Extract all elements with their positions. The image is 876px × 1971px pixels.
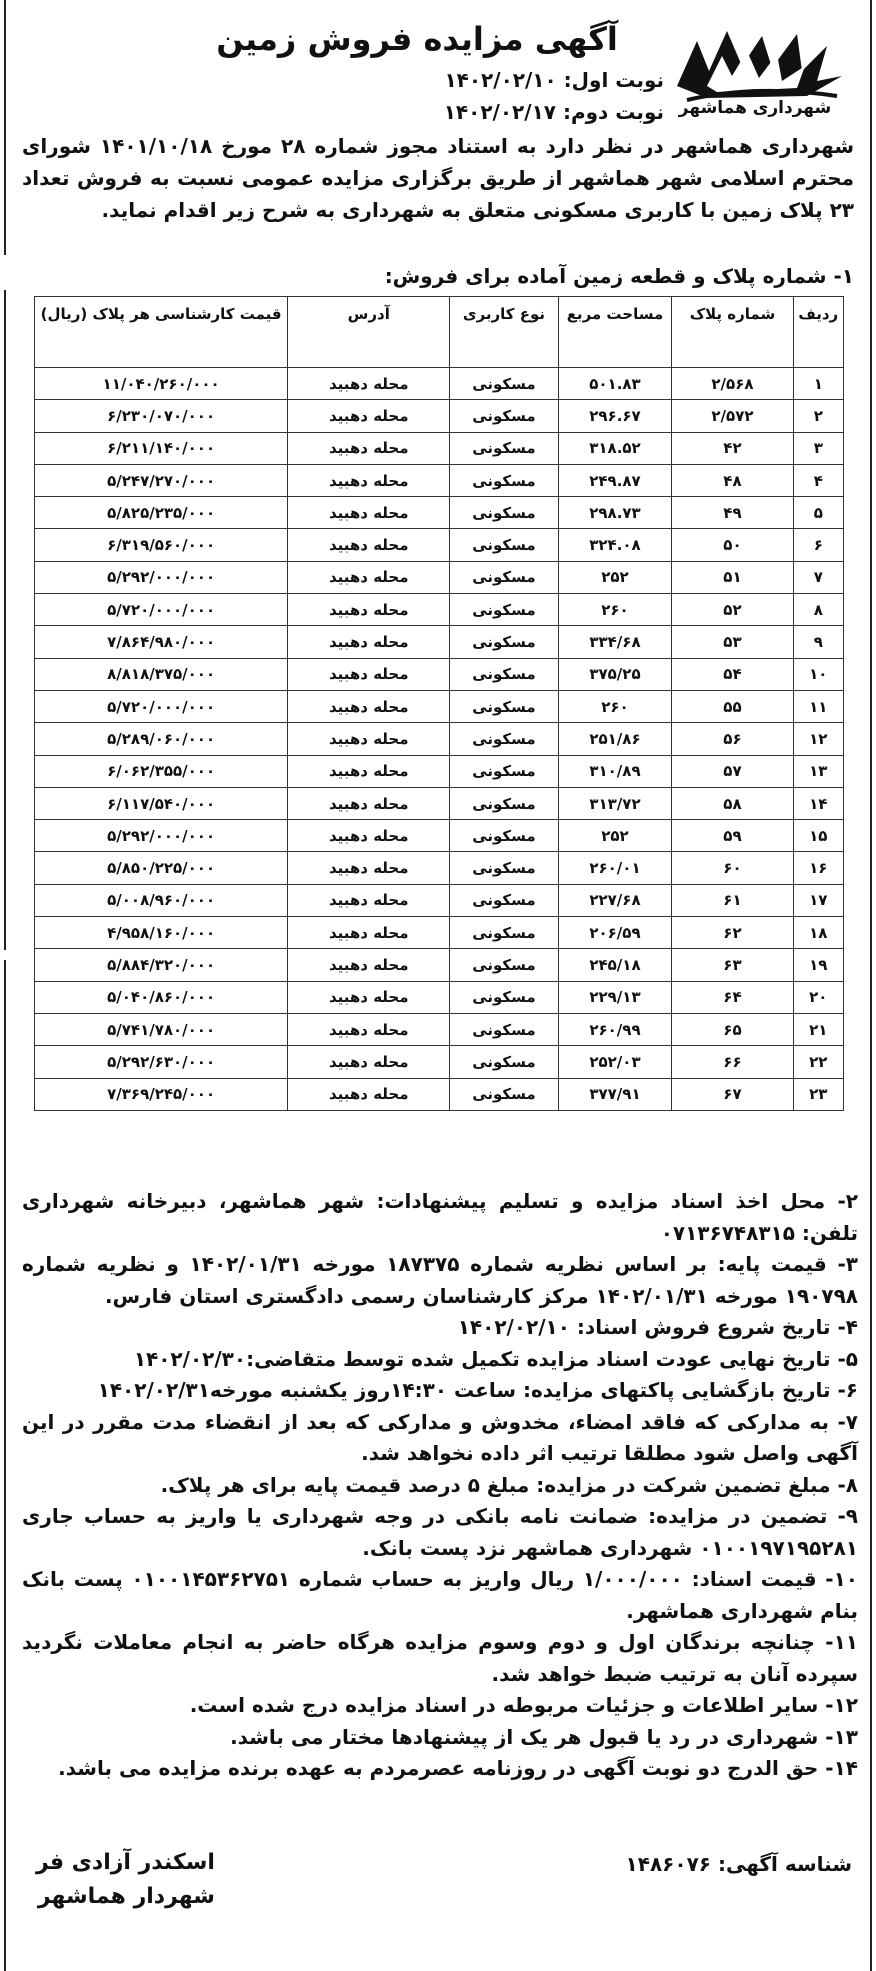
municipality-logo (667, 26, 847, 136)
cell-row: ۲ (793, 400, 843, 432)
cell-row: ۶ (793, 529, 843, 561)
cell-row: ۱۵ (793, 820, 843, 852)
signer-title: شهردار هماشهر (37, 1884, 215, 1909)
cell-price: ۵/۷۲۰/۰۰۰/۰۰۰ (35, 594, 288, 626)
cell-area: ۲۴۵/۱۸ (558, 949, 672, 981)
cell-area: ۲۵۲ (558, 820, 672, 852)
cell-price: ۴/۹۵۸/۱۶۰/۰۰۰ (35, 917, 288, 949)
table-row (35, 917, 844, 949)
terms-list (22, 1186, 858, 1785)
cell-address: محله دهبید (288, 1046, 450, 1078)
cell-price: ۵/۲۸۹/۰۶۰/۰۰۰ (35, 723, 288, 755)
table-row (35, 368, 844, 400)
cell-use: مسکونی (450, 820, 558, 852)
table-row (35, 820, 844, 852)
cell-use: مسکونی (450, 949, 558, 981)
col-row-header: ردیف (793, 297, 843, 368)
cell-plaque: ۵۵ (672, 690, 793, 722)
cell-area: ۲۲۷/۶۸ (558, 884, 672, 916)
cell-price: ۶/۳۱۹/۵۶۰/۰۰۰ (35, 529, 288, 561)
cell-row: ۸ (793, 594, 843, 626)
cell-area: ۳۱۳/۷۲ (558, 787, 672, 819)
cell-address: محله دهبید (288, 497, 450, 529)
table-header-row (35, 297, 844, 368)
right-border (870, 0, 872, 1971)
table-row (35, 626, 844, 658)
cell-use: مسکونی (450, 529, 558, 561)
cell-area: ۲۶۰/۹۹ (558, 1013, 672, 1045)
cell-area: ۲۹۶.۶۷ (558, 400, 672, 432)
cell-use: مسکونی (450, 561, 558, 593)
cell-plaque: ۶۵ (672, 1013, 793, 1045)
table-row (35, 690, 844, 722)
cell-use: مسکونی (450, 464, 558, 496)
cell-area: ۲۲۹/۱۳ (558, 981, 672, 1013)
cell-area: ۲۵۲ (558, 561, 672, 593)
term-item: ۱۴- حق الدرج دو نوبت آگهی در روزنامه عصرمردم به عهده برنده مزایده می باشد. (58, 1756, 858, 1780)
term-item: ۱۱- چنانچه برندگان اول و دوم وسوم مزایده هرگاه حاضر به انجام معاملات نگردید سپرده آنان به ترتیب ضبط خواهد شد. (22, 1630, 858, 1686)
cell-address: محله دهبید (288, 1013, 450, 1045)
cell-address: محله دهبید (288, 594, 450, 626)
table-body (35, 368, 844, 1111)
cell-row: ۹ (793, 626, 843, 658)
cell-address: محله دهبید (288, 464, 450, 496)
cell-address: محله دهبید (288, 529, 450, 561)
cell-address: محله دهبید (288, 1078, 450, 1110)
cell-row: ۱۴ (793, 787, 843, 819)
cell-use: مسکونی (450, 400, 558, 432)
cell-use: مسکونی (450, 917, 558, 949)
table-row (35, 1013, 844, 1045)
cell-plaque: ۵۰ (672, 529, 793, 561)
cell-use: مسکونی (450, 1013, 558, 1045)
cell-price: ۵/۸۸۴/۳۲۰/۰۰۰ (35, 949, 288, 981)
cell-price: ۷/۸۶۴/۹۸۰/۰۰۰ (35, 626, 288, 658)
term-item: ۸- مبلغ تضمین شرکت در مزایده: مبلغ ۵ درصد قیمت پایه برای هر پلاک. (160, 1472, 858, 1497)
land-plots-table (34, 296, 844, 1111)
cell-row: ۷ (793, 561, 843, 593)
cell-price: ۵/۷۴۱/۷۸۰/۰۰۰ (35, 1013, 288, 1045)
cell-use: مسکونی (450, 1046, 558, 1078)
cell-plaque: ۵۹ (672, 820, 793, 852)
table-row (35, 1046, 844, 1078)
cell-row: ۲۳ (793, 1078, 843, 1110)
cell-plaque: ۵۸ (672, 787, 793, 819)
table-row (35, 561, 844, 593)
cell-price: ۵/۷۲۰/۰۰۰/۰۰۰ (35, 690, 288, 722)
cell-plaque: ۵۴ (672, 658, 793, 690)
cell-plaque: ۶۴ (672, 981, 793, 1013)
cell-plaque: ۵۳ (672, 626, 793, 658)
cell-price: ۶/۲۳۰/۰۷۰/۰۰۰ (35, 400, 288, 432)
cell-area: ۲۹۸.۷۳ (558, 497, 672, 529)
cell-row: ۱۶ (793, 852, 843, 884)
logo-text: شهرداری هماشهر (678, 98, 832, 118)
second-turn-date: نوبت دوم: ۱۴۰۲/۰۲/۱۷ (443, 100, 664, 124)
cell-price: ۵/۲۹۲/۰۰۰/۰۰۰ (35, 561, 288, 593)
table-row (35, 755, 844, 787)
cell-plaque: ۶۳ (672, 949, 793, 981)
intro-paragraph: شهرداری هماشهر در نظر دارد به استناد مجوز شماره ۲۸ مورخ ۱۴۰۱/۱۰/۱۸ شورای محترم اسلامی شهر هماشهر از طریق برگزاری مزایده عمومی نسبت به فروش تعداد ۲۳ پلاک زمین با کاربری مسکونی متعلق به شهرداری به شرح زیر اقدام نماید. (22, 134, 854, 222)
cell-row: ۱۸ (793, 917, 843, 949)
cell-area: ۲۵۲/۰۳ (558, 1046, 672, 1078)
cell-plaque: ۴۲ (672, 432, 793, 464)
cell-address: محله دهبید (288, 723, 450, 755)
cell-row: ۱۱ (793, 690, 843, 722)
cell-address: محله دهبید (288, 561, 450, 593)
cell-use: مسکونی (450, 368, 558, 400)
term-item: ۹- تضمین در مزایده: ضمانت نامه بانکی در وجه شهرداری یا واریز به حساب جاری ۰۱۰۰۱۹۷۱۹۵۲۸۱ شهرداری هماشهر نزد پست بانک. (22, 1504, 858, 1560)
cell-row: ۲۲ (793, 1046, 843, 1078)
cell-row: ۱۷ (793, 884, 843, 916)
cell-plaque: ۵۶ (672, 723, 793, 755)
cell-price: ۸/۸۱۸/۳۷۵/۰۰۰ (35, 658, 288, 690)
table-row (35, 949, 844, 981)
cell-price: ۵/۸۲۵/۲۳۵/۰۰۰ (35, 497, 288, 529)
cell-price: ۵/۲۴۷/۲۷۰/۰۰۰ (35, 464, 288, 496)
cell-address: محله دهبید (288, 981, 450, 1013)
cell-row: ۱۰ (793, 658, 843, 690)
table-row (35, 400, 844, 432)
table-row (35, 594, 844, 626)
ad-id: شناسه آگهی: ۱۴۸۶۰۷۶ (625, 1852, 852, 1876)
cell-use: مسکونی (450, 594, 558, 626)
term-item: ۳- قیمت پایه: بر اساس نظریه شماره ۱۸۷۳۷۵ مورخه ۱۴۰۲/۰۱/۳۱ و نظریه شماره ۱۹۰۷۹۸ مورخه ۱۴۰۲/۰۱/۳۱ مرکز کارشناسان رسمی دادگستری استان فارس. (22, 1252, 858, 1308)
cell-address: محله دهبید (288, 432, 450, 464)
cell-price: ۵/۲۹۲/۰۰۰/۰۰۰ (35, 820, 288, 852)
col-area-header: مساحت مربع (558, 297, 672, 368)
cell-use: مسکونی (450, 787, 558, 819)
cell-area: ۲۶۰ (558, 594, 672, 626)
cell-use: مسکونی (450, 852, 558, 884)
cell-address: محله دهبید (288, 884, 450, 916)
cell-address: محله دهبید (288, 787, 450, 819)
table-row (35, 1078, 844, 1110)
table-row (35, 884, 844, 916)
col-address-header: آدرس (288, 297, 450, 368)
logo-burst-icon (667, 26, 847, 106)
term-item: ۱۰- قیمت اسناد: ۱/۰۰۰/۰۰۰ ریال واریز به حساب شماره ۰۱۰۰۱۴۵۳۶۲۷۵۱ پست بانک بنام شهرداری هماشهر. (22, 1567, 858, 1623)
term-item: ۱۳- شهرداری در رد یا قبول هر یک از پیشنهادها مختار می باشد. (230, 1724, 858, 1749)
table-row (35, 529, 844, 561)
page-title: آگهی مزایده فروش زمین (216, 20, 618, 58)
cell-row: ۲۰ (793, 981, 843, 1013)
table-row (35, 432, 844, 464)
cell-row: ۱۲ (793, 723, 843, 755)
term-item: ۷- به مدارکی که فاقد امضاء، مخدوش و مدارکی که بعد از انقضاء مدت مقرر در این آگهی واصل شود مطلقا ترتیب اثر داده نخواهد شد. (22, 1409, 858, 1465)
cell-area: ۳۲۴.۰۸ (558, 529, 672, 561)
signature-block (36, 1846, 215, 1914)
cell-price: ۵/۰۴۰/۸۶۰/۰۰۰ (35, 981, 288, 1013)
cell-price: ۶/۱۱۷/۵۴۰/۰۰۰ (35, 787, 288, 819)
cell-use: مسکونی (450, 432, 558, 464)
cell-plaque: ۶۷ (672, 1078, 793, 1110)
cell-area: ۲۴۹.۸۷ (558, 464, 672, 496)
cell-price: ۱۱/۰۴۰/۲۶۰/۰۰۰ (35, 368, 288, 400)
cell-price: ۶/۰۶۲/۳۵۵/۰۰۰ (35, 755, 288, 787)
term-item: ۶- تاریخ بازگشایی پاکتهای مزایده: ساعت ۱۴:۳۰روز یکشنبه مورخه۱۴۰۲/۰۲/۳۱ (97, 1378, 858, 1402)
cell-area: ۲۶۰ (558, 690, 672, 722)
cell-plaque: ۶۰ (672, 852, 793, 884)
cell-area: ۳۷۵/۲۵ (558, 658, 672, 690)
cell-row: ۱۳ (793, 755, 843, 787)
cell-row: ۴ (793, 464, 843, 496)
cell-use: مسکونی (450, 626, 558, 658)
signer-name: اسکندر آزادی فر (36, 1850, 215, 1875)
table-row (35, 464, 844, 496)
cell-price: ۵/۲۹۲/۶۳۰/۰۰۰ (35, 1046, 288, 1078)
notice-page (12, 6, 864, 1961)
first-turn-date: نوبت اول: ۱۴۰۲/۰۲/۱۰ (444, 68, 664, 92)
cell-plaque: ۴۸ (672, 464, 793, 496)
cell-price: ۵/۸۵۰/۲۲۵/۰۰۰ (35, 852, 288, 884)
cell-area: ۲۵۱/۸۶ (558, 723, 672, 755)
cell-use: مسکونی (450, 884, 558, 916)
cell-plaque: ۵۱ (672, 561, 793, 593)
table-row (35, 723, 844, 755)
cell-plaque: ۶۱ (672, 884, 793, 916)
cell-plaque: ۵۷ (672, 755, 793, 787)
cell-plaque: ۶۲ (672, 917, 793, 949)
cell-row: ۲۱ (793, 1013, 843, 1045)
table-row (35, 787, 844, 819)
cell-address: محله دهبید (288, 400, 450, 432)
cell-area: ۳۳۴/۶۸ (558, 626, 672, 658)
cell-use: مسکونی (450, 1078, 558, 1110)
cell-row: ۱ (793, 368, 843, 400)
cell-use: مسکونی (450, 497, 558, 529)
left-border (0, 0, 12, 1971)
cell-area: ۳۱۰/۸۹ (558, 755, 672, 787)
section-1-heading: ۱- شماره پلاک و قطعه زمین آماده برای فروش: (384, 264, 854, 288)
cell-address: محله دهبید (288, 949, 450, 981)
cell-area: ۲۰۶/۵۹ (558, 917, 672, 949)
table-row (35, 981, 844, 1013)
term-item: ۵- تاریخ نهایی عودت اسناد مزایده تکمیل شده توسط متقاضی:۱۴۰۲/۰۲/۳۰ (133, 1346, 858, 1371)
cell-row: ۵ (793, 497, 843, 529)
cell-use: مسکونی (450, 755, 558, 787)
table-row (35, 497, 844, 529)
cell-row: ۳ (793, 432, 843, 464)
col-plaque-header: شماره پلاک (672, 297, 793, 368)
cell-area: ۳۷۷/۹۱ (558, 1078, 672, 1110)
cell-area: ۲۶۰/۰۱ (558, 852, 672, 884)
cell-use: مسکونی (450, 723, 558, 755)
cell-price: ۷/۳۶۹/۲۴۵/۰۰۰ (35, 1078, 288, 1110)
cell-area: ۳۱۸.۵۲ (558, 432, 672, 464)
cell-address: محله دهبید (288, 917, 450, 949)
cell-price: ۵/۰۰۸/۹۶۰/۰۰۰ (35, 884, 288, 916)
table-row (35, 852, 844, 884)
cell-address: محله دهبید (288, 368, 450, 400)
cell-use: مسکونی (450, 658, 558, 690)
cell-address: محله دهبید (288, 626, 450, 658)
cell-address: محله دهبید (288, 820, 450, 852)
cell-use: مسکونی (450, 981, 558, 1013)
cell-address: محله دهبید (288, 658, 450, 690)
term-item: ۲- محل اخذ اسناد مزایده و تسلیم پیشنهادات: شهر هماشهر، دبیرخانه شهرداری تلفن: ۰۷۱۳۶۷۴۸۳۱۵ (22, 1189, 858, 1245)
cell-address: محله دهبید (288, 852, 450, 884)
cell-plaque: ۲/۵۶۸ (672, 368, 793, 400)
cell-row: ۱۹ (793, 949, 843, 981)
cell-plaque: ۶۶ (672, 1046, 793, 1078)
cell-plaque: ۲/۵۷۲ (672, 400, 793, 432)
col-price-header: قیمت کارشناسی هر پلاک (ریال) (35, 297, 288, 368)
cell-use: مسکونی (450, 690, 558, 722)
cell-plaque: ۵۲ (672, 594, 793, 626)
cell-area: ۵۰۱.۸۳ (558, 368, 672, 400)
term-item: ۴- تاریخ شروع فروش اسناد: ۱۴۰۲/۰۲/۱۰ (457, 1315, 858, 1339)
cell-price: ۶/۲۱۱/۱۴۰/۰۰۰ (35, 432, 288, 464)
table-row (35, 658, 844, 690)
cell-address: محله دهبید (288, 690, 450, 722)
cell-plaque: ۴۹ (672, 497, 793, 529)
term-item: ۱۲- سایر اطلاعات و جزئیات مربوطه در اسناد مزایده درج شده است. (189, 1693, 858, 1717)
cell-address: محله دهبید (288, 755, 450, 787)
col-use-header: نوع کاربری (450, 297, 558, 368)
